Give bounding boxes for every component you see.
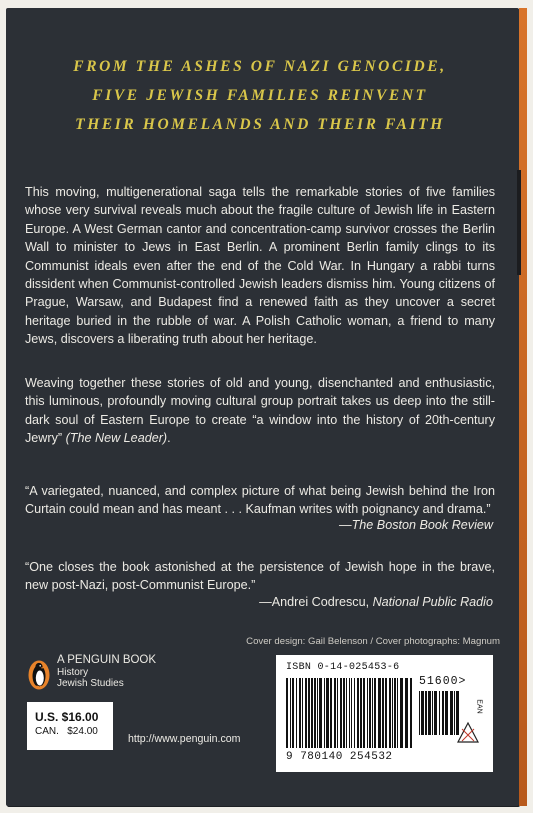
penguin-logo-icon bbox=[28, 660, 50, 690]
barcode-bar bbox=[378, 678, 381, 748]
barcode-bar bbox=[419, 691, 420, 735]
barcode-bar bbox=[382, 678, 384, 748]
barcode-bar bbox=[405, 678, 408, 748]
barcode-bar bbox=[305, 678, 307, 748]
barcode-bar bbox=[385, 678, 387, 748]
isbn-number: ISBN 0-14-025453-6 bbox=[286, 662, 400, 673]
barcode-bar bbox=[326, 678, 329, 748]
barcode-bar bbox=[434, 691, 437, 735]
review-attribution-2 bbox=[63, 595, 493, 609]
barcode-bar bbox=[330, 678, 332, 748]
barcode-bar bbox=[349, 678, 350, 748]
attribution-2-source: National Public Radio bbox=[372, 595, 493, 609]
barcode-bar bbox=[311, 678, 313, 748]
headline-line-2: FIVE JEWISH FAMILIES REINVENT bbox=[92, 87, 428, 104]
review-quote-2: “One closes the book astonished at the persistence of Jewish hope in the brave, new post-Nazi, post-Communist Europe.” bbox=[25, 560, 495, 593]
barcode-bar bbox=[317, 678, 318, 748]
barcode-bars bbox=[286, 678, 414, 748]
barcode-bar bbox=[334, 678, 336, 748]
barcode-bar bbox=[421, 691, 424, 735]
barcode-bar bbox=[319, 678, 322, 748]
barcode-bar bbox=[374, 678, 376, 748]
price-code: 51600> bbox=[419, 675, 467, 688]
barcode-bar bbox=[292, 678, 294, 748]
barcode-bar bbox=[360, 678, 362, 748]
price-us: U.S. $16.00 bbox=[35, 710, 99, 724]
triangle-mark-icon bbox=[456, 721, 480, 745]
barcode-bar bbox=[432, 691, 433, 735]
barcode-bar bbox=[351, 678, 352, 748]
barcode-bar bbox=[410, 678, 412, 748]
barcode-digits: 9 780140 254532 bbox=[286, 751, 393, 763]
price-barcode-bars bbox=[419, 691, 459, 735]
barcode-bar bbox=[450, 691, 453, 735]
barcode-bar bbox=[290, 678, 291, 748]
barcode-bar bbox=[308, 678, 310, 748]
review-quote-1: “A variegated, nuanced, and complex picture of what being Jewish behind the Iron Curtain could mean and has meant . . . Kaufman writes with poignancy and drama.” bbox=[25, 484, 495, 517]
barcode-bar bbox=[369, 678, 371, 748]
price-box bbox=[27, 702, 113, 750]
barcode-bar bbox=[367, 678, 368, 748]
barcode-bar bbox=[439, 691, 440, 735]
category-jewish-studies: Jewish Studies bbox=[57, 678, 124, 689]
paragraph-2-end: . bbox=[167, 431, 171, 446]
barcode-box bbox=[276, 655, 493, 772]
barcode-bar bbox=[354, 678, 355, 748]
spine-shadow bbox=[517, 170, 521, 275]
barcode-bar bbox=[343, 678, 345, 748]
spine-edge bbox=[519, 8, 527, 806]
barcode-bar bbox=[425, 691, 427, 735]
barcode-bar bbox=[314, 678, 316, 748]
barcode-bar bbox=[372, 678, 373, 748]
barcode-bar bbox=[428, 691, 431, 735]
barcode-bar bbox=[340, 678, 342, 748]
barcode-bar bbox=[302, 678, 303, 748]
barcode-bar bbox=[286, 678, 288, 748]
barcode-bar bbox=[400, 678, 403, 748]
publisher-url: http://www.penguin.com bbox=[128, 733, 241, 745]
barcode-bar bbox=[363, 678, 365, 748]
barcode-bar bbox=[357, 678, 359, 748]
paragraph-2-source: (The New Leader) bbox=[65, 431, 168, 446]
barcode-bar bbox=[389, 678, 391, 748]
barcode-bar bbox=[454, 691, 455, 735]
barcode-bar bbox=[296, 678, 297, 748]
attribution-2-name: —Andrei Codrescu, bbox=[259, 595, 370, 609]
description-paragraph-2 bbox=[25, 374, 495, 448]
barcode-bar bbox=[397, 678, 398, 748]
category-history: History bbox=[57, 666, 89, 678]
ean-label: EAN bbox=[475, 699, 483, 714]
barcode-bar bbox=[346, 678, 347, 748]
description-paragraph-1: This moving, multigenerational saga tells the remarkable stories of five families whose very survival reveals much about the fragile culture of Jewish life in Eastern Europe. A West German cantor and concentration-camp survivor crosses the Berlin Wall to minister to Jews in East Berlin. A prominent Berlin family clings to its Communist ideals even after the end of the Cold War. In Hungary a rabbi turns dissident when Communist-controlled Jewish leaders dismiss him. Young citizens of Prague, Warsaw, and Budapest find a renewed faith as they uncover a secret heritage buried in the rubble of war. A Polish Catholic woman, a friend to many Jews, discovers a liberating truth about her heritage. bbox=[25, 185, 495, 347]
barcode-bar bbox=[442, 691, 444, 735]
headline bbox=[20, 52, 500, 139]
barcode-bar bbox=[337, 678, 338, 748]
barcode-bar bbox=[392, 678, 393, 748]
cover-credits: Cover design: Gail Belenson / Cover photographs: Magnum bbox=[246, 636, 500, 647]
paragraph-2-text: Weaving together these stories of old and young, disenchanted and enthusiastic, this luminous, profoundly moving cultural group portrait takes us deep into the still-dark soul of Eastern Europe to create “a window into the history of 20th-century Jewry” bbox=[25, 376, 495, 446]
review-attribution-1: —The Boston Book Review bbox=[339, 518, 493, 532]
headline-line-3: THEIR HOMELANDS AND THEIR FAITH bbox=[75, 116, 445, 133]
barcode-bar bbox=[299, 678, 301, 748]
imprint bbox=[57, 655, 156, 690]
price-can: CAN. $24.00 bbox=[35, 726, 98, 737]
barcode-bar bbox=[324, 678, 325, 748]
barcode-bar bbox=[394, 678, 396, 748]
headline-line-1: FROM THE ASHES OF NAZI GENOCIDE, bbox=[73, 58, 447, 75]
barcode-bar bbox=[445, 691, 448, 735]
publisher-label: A PENGUIN BOOK bbox=[57, 654, 157, 666]
